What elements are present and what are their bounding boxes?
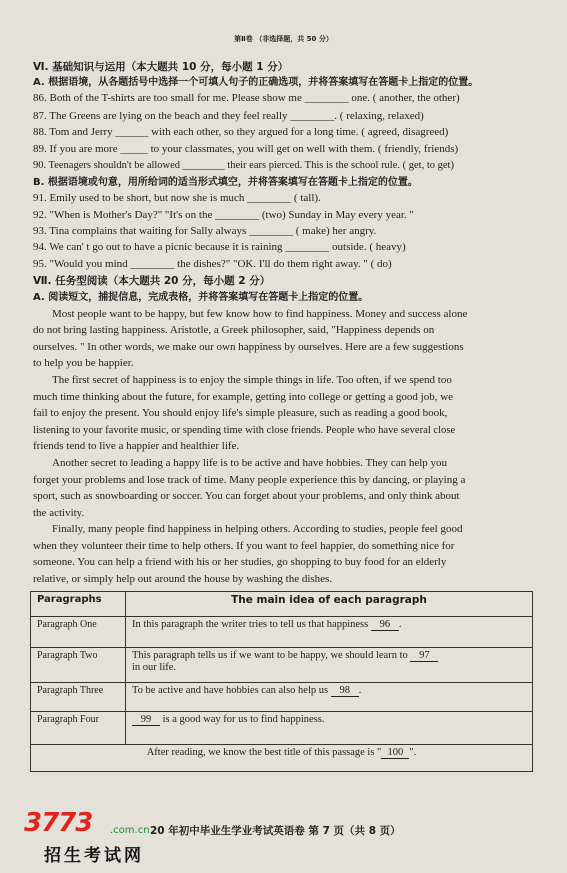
- passage-line: The first secret of happiness is to enjoy the simple things in life. Too often, if we spend too: [52, 374, 452, 386]
- passage-line: much time thinking about the future, for example, getting into college or getting a good job, we: [33, 391, 454, 403]
- question-94: 94. We can' t go out to have a picnic because it is raining ________ outside. ( heavy): [33, 241, 406, 253]
- row-text-post: .: [398, 619, 402, 630]
- answer-blank-99: 99: [132, 714, 160, 726]
- passage-line: Finally, many people find happiness in helping others. According to studies, people feel good: [52, 523, 463, 535]
- passage-line: someone. You can help a friend with his or her studies, go shopping to buy food for an elderly: [33, 556, 447, 568]
- table-header-paragraphs: Paragraphs: [31, 592, 126, 617]
- final-question: [31, 745, 533, 772]
- question-90: 90. Teenagers shouldn't be allowed ________ their ears pierced. This is the school rule. ( get, to get): [33, 160, 454, 171]
- table-row-label: Paragraph Four: [31, 712, 126, 745]
- question-93: 93. Tina complains that waiting for Sally always ________ ( make) her angry.: [33, 225, 377, 237]
- table-final-row: [31, 745, 533, 772]
- passage-line: when they volunteer their time to help others. If you want to feel happier, do something nice for: [33, 540, 455, 552]
- table-row-label: Paragraph One: [31, 617, 126, 648]
- page-footer: 20 年初中毕业生学业考试英语卷 第 7 页（共 8 页）: [150, 825, 401, 837]
- question-88: 88. Tom and Jerry ______ with each other, so they argued for a long time. ( agreed, disagreed): [33, 126, 449, 138]
- section7-heading: Ⅶ. 任务型阅读（本大题共 20 分，每小题 2 分）: [33, 275, 271, 287]
- page-title: 第Ⅱ卷 （非选择题，共 50 分）: [234, 35, 333, 43]
- passage-line: friends tend to live a happier and healthier life.: [33, 440, 240, 452]
- table-row-content: [126, 712, 533, 745]
- row-text-post: .: [358, 685, 362, 696]
- final-text-post: ".: [409, 747, 417, 758]
- passage-line: Most people want to be happy, but few know how to find happiness. Money and success alone: [52, 308, 468, 320]
- passage-line: do not bring lasting happiness. Aristotle, a Greek philosopher, said, "Happiness depends on: [33, 324, 435, 336]
- question-91: 91. Emily used to be short, but now she is much ________ ( tall).: [33, 192, 321, 204]
- main-idea-table: [30, 591, 533, 772]
- table-header-main-idea: The main idea of each paragraph: [126, 592, 533, 617]
- passage-line: the activity.: [33, 507, 85, 519]
- table-row: [31, 683, 533, 712]
- passage-line: ourselves. " In other words, we make our own happiness by ourselves. Here are a few suggestions: [33, 341, 464, 353]
- passage-line: to help you be happier.: [33, 357, 134, 369]
- section7-part-a: A. 阅读短文，捕捉信息，完成表格，并将答案填写在答题卡上指定的位置。: [33, 292, 369, 303]
- row-text: To be active and have hobbies can also help us: [132, 685, 329, 696]
- table-row: [31, 712, 533, 745]
- question-92: 92. "When is Mother's Day?" "It's on the ________ (two) Sunday in May every year. ": [33, 209, 414, 221]
- section6-part-b: B. 根据语境或句意，用所给词的适当形式填空，并将答案填写在答题卡上指定的位置。: [33, 177, 418, 188]
- table-row-label: Paragraph Two: [31, 648, 126, 683]
- passage-line: Another secret to leading a happy life is to be active and have hobbies. They can help you: [52, 457, 448, 469]
- question-89: 89. If you are more _____ to your classmates, you will get on well with them. ( friendly, friends): [33, 143, 459, 155]
- row-text: In this paragraph the writer tries to tell us that happiness: [132, 619, 369, 630]
- row-text-post: in our life.: [132, 662, 177, 673]
- question-95: 95. "Would you mind ________ the dishes?" "OK. I'll do them right away. " ( do): [33, 258, 392, 270]
- site-logo-domain: .com.cn: [110, 825, 150, 836]
- final-text: After reading, we know the best title of this passage is ": [146, 747, 382, 758]
- table-row: [31, 648, 533, 683]
- site-logo: 3773: [24, 808, 93, 838]
- table-row-content: [126, 648, 533, 683]
- passage-line: sport, such as snowboarding or soccer. You can forget about your problems, and only think about: [33, 490, 460, 502]
- section6-part-a: A. 根据语境，从各题括号中选择一个可填人句子的正确选项，并将答案填写在答题卡上指定的位置。: [33, 77, 479, 88]
- question-86: 86. Both of the T-shirts are too small for me. Please show me ________ one. ( another, the other): [33, 92, 460, 104]
- table-row: [31, 617, 533, 648]
- passage-line: forget your problems and lose track of time. Many people experience this by dancing, or playing a: [33, 474, 466, 486]
- table-row-content: [126, 683, 533, 712]
- passage-line: fail to enjoy the present. You should enjoy life's simple pleasure, such as reading a good book,: [33, 407, 448, 419]
- site-logo-subtitle: 招生考试网: [44, 846, 144, 866]
- table-row-content: [126, 617, 533, 648]
- answer-blank-97: 97: [410, 650, 438, 662]
- table-row-label: Paragraph Three: [31, 683, 126, 712]
- section6-heading: Ⅵ. 基础知识与运用（本大题共 10 分，每小题 1 分）: [33, 61, 289, 73]
- question-87: 87. The Greens are lying on the beach and they feel really ________. ( relaxing, relaxed): [33, 110, 424, 122]
- answer-blank-96: 96: [371, 619, 399, 631]
- answer-blank-98: 98: [331, 685, 359, 697]
- passage-line: relative, or simply help out around the house by washing the dishes.: [33, 573, 333, 585]
- answer-blank-100: 100: [381, 747, 409, 759]
- passage-line: listening to your favorite music, or spending time with close friends. People who have several close: [33, 425, 456, 436]
- row-text-post: is a good way for us to find happiness.: [162, 714, 325, 725]
- table-header-row: [31, 592, 533, 617]
- row-text: This paragraph tells us if we want to be happy, we should learn to: [132, 650, 408, 661]
